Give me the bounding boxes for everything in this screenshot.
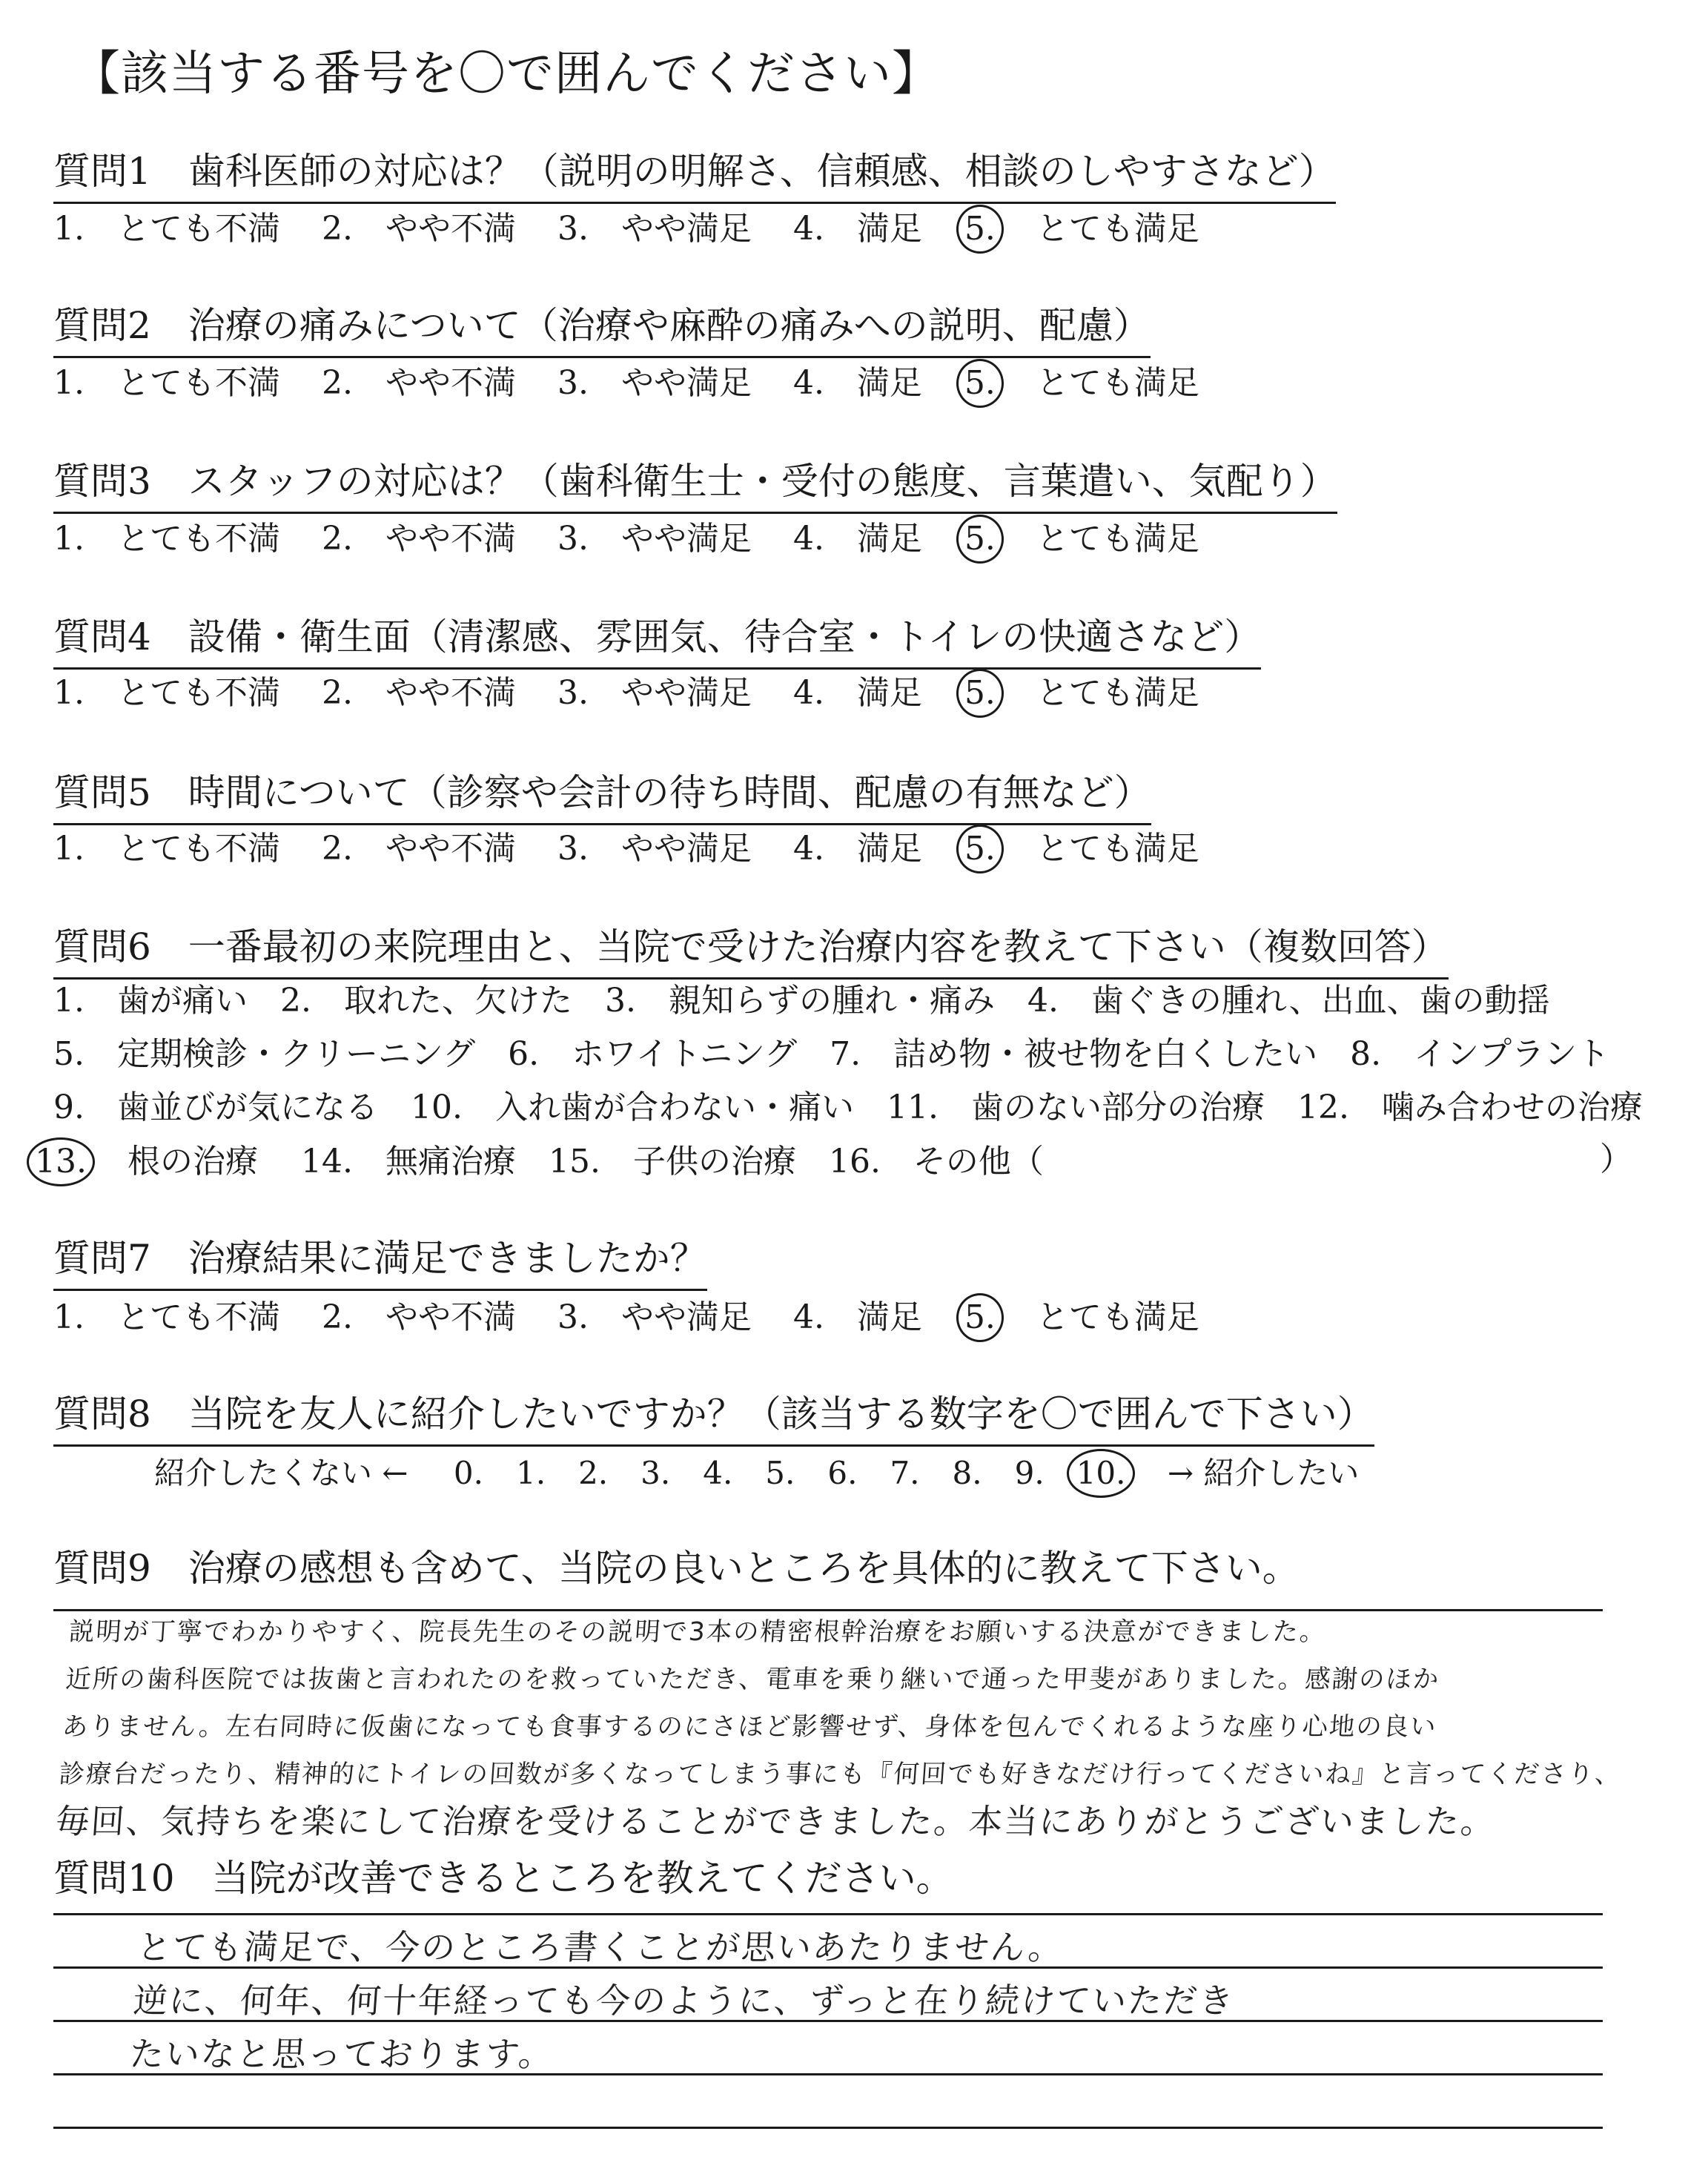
rating-option-2[interactable] [322,361,516,406]
treatment-option[interactable]: 9. 歯並びが気になる [53,1089,378,1126]
rating-option-number: 1. [53,520,85,558]
rating-option-label: とても満足 [1036,830,1199,868]
rating-option-label: とても満足 [1036,210,1199,248]
rating-option-label: やや満足 [620,1298,752,1336]
treatment-option[interactable]: 3. 親知らずの腫れ・痛み [604,982,995,1020]
rating-option-2[interactable] [322,671,516,716]
question-7-title: 質問7 治療結果に満足できましたか？ [53,1232,707,1291]
other-close-paren: ） [1600,1140,1632,1178]
rating-option-3[interactable] [557,207,752,251]
handwritten-line: 診療台だったり、精神的にトイレの回数が多くなってしまう事にも『何回でも好きなだけ行ってくださいね』と言ってくださり、 [58,1760,1623,1789]
rating-option-5[interactable] [964,825,1199,873]
handwritten-line: とても満足で、今のところ書くことが思いあたりません。 [136,1927,1065,1967]
handwritten-line: 近所の歯科医院では抜歯と言われたのを救っていただき、電車を乗り継いで通った甲斐がありました。感謝のほか [64,1665,1441,1694]
treatment-option-13[interactable] [34,1137,258,1186]
question-6-row-4 [34,1137,1076,1186]
treatment-option[interactable]: 2. 取れた、欠けた [279,982,572,1020]
question-2-options [53,359,1241,408]
scale-option[interactable]: 3. [640,1455,671,1491]
rating-option-number: 3. [557,210,589,248]
rating-option-1[interactable] [53,207,280,251]
treatment-option[interactable]: 10. 入れ歯が合わない・痛い [410,1089,854,1126]
handwritten-line: 逆に、何年、何十年経っても今のように、ずっと在り続けていただき [132,1981,1237,2021]
rating-option-5[interactable] [964,515,1199,564]
rating-option-1[interactable] [53,827,280,871]
scale-option[interactable]: 0. [453,1455,483,1491]
rating-option-label: とても満足 [1036,1298,1199,1336]
rating-option-number: 5. [956,359,1004,408]
scale-right-label: → 紹介したい [1167,1455,1360,1491]
question-1-options [53,205,1241,254]
question-5-options [53,825,1241,873]
rating-option-2[interactable] [322,827,516,871]
rating-option-4[interactable] [793,517,922,561]
rating-option-number: 3. [557,830,589,868]
treatment-option[interactable]: 5. 定期検診・クリーニング [53,1035,476,1073]
question-8-title: 質問8 当院を友人に紹介したいですか？（該当する数字を〇で囲んで下さい） [53,1388,1374,1447]
rating-option-4[interactable] [793,671,922,716]
question-9-answer [54,1609,1633,1846]
rating-option-number: 4. [792,364,824,402]
rating-option-3[interactable] [557,1295,752,1340]
rating-option-number: 3. [557,1298,589,1336]
rating-option-number: 4. [792,520,824,558]
rating-option-5[interactable] [964,1293,1199,1342]
rating-option-label: やや不満 [385,210,516,248]
rating-option-number: 1. [53,1298,85,1336]
treatment-option[interactable]: 4. 歯ぐきの腫れ、出血、歯の動揺 [1027,982,1550,1020]
rating-option-label: やや満足 [620,674,752,712]
rating-option-4[interactable] [793,207,922,251]
rating-option-number: 5. [956,515,1004,564]
question-10-title: 質問10 当院が改善できるところを教えてください。 [53,1857,953,1900]
rating-option-number: 2. [321,520,353,558]
rating-option-label: とても不満 [116,210,280,248]
rating-option-3[interactable] [557,517,752,561]
rating-option-label: やや不満 [385,830,516,868]
rating-option-label: やや不満 [385,364,516,402]
question-6-row-3 [53,1086,1675,1130]
rating-option-number: 4. [792,674,824,712]
rating-option-3[interactable] [557,361,752,406]
question-4-title: 質問4 設備・衛生面（清潔感、雰囲気、待合室・トイレの快適さなど） [53,611,1261,670]
rating-option-2[interactable] [322,1295,516,1340]
scale-option[interactable]: 5. [765,1455,795,1491]
rating-option-label: とても不満 [116,1298,280,1336]
treatment-option[interactable]: 11. 歯のない部分の治療 [886,1089,1265,1126]
rating-option-4[interactable] [793,361,922,406]
rating-option-label: 満足 [856,1298,922,1336]
scale-option[interactable]: 1. [515,1455,546,1491]
answer-line [53,2127,1603,2129]
rating-option-1[interactable] [53,1295,280,1340]
rating-option-1[interactable] [53,517,280,561]
rating-option-label: とても不満 [116,830,280,868]
treatment-option[interactable]: 14. 無痛治療 [300,1143,516,1180]
question-6-row-1 [53,979,1583,1023]
question-10-answer [128,1920,1239,2081]
question-2-title: 質問2 治療の痛みについて（治療や麻酔の痛みへの説明、配慮） [53,300,1151,358]
rating-option-label: とても不満 [116,364,280,402]
rating-option-5[interactable] [964,205,1199,254]
rating-option-4[interactable] [793,1295,922,1340]
rating-option-number: 1. [53,830,85,868]
rating-option-number: 3. [557,364,589,402]
rating-option-number: 2. [321,364,353,402]
question-8-scale [154,1449,1359,1498]
rating-option-label: やや不満 [385,1298,516,1336]
scale-option[interactable]: 9. [1014,1455,1045,1491]
handwritten-line: ありません。左右同時に仮歯になっても食事するのにさほど影響せず、身体を包んでくれるような座り心地の良い [61,1712,1438,1742]
handwritten-line: たいなと思っております。 [128,2034,556,2074]
treatment-option-13-label: 根の治療 [127,1143,258,1180]
rating-option-label: やや満足 [620,830,752,868]
rating-option-4[interactable] [793,827,922,871]
rating-option-label: やや満足 [620,210,752,248]
rating-option-label: やや満足 [620,364,752,402]
rating-option-label: やや不満 [385,520,516,558]
rating-option-label: やや不満 [385,674,516,712]
rating-option-number: 3. [557,674,589,712]
rating-option-label: とても不満 [116,674,280,712]
rating-option-number: 2. [321,830,353,868]
scale-option[interactable]: 10. [1067,1449,1136,1498]
rating-option-number: 1. [53,674,85,712]
rating-option-number: 1. [53,210,85,248]
treatment-option-13-number: 13. [27,1137,95,1186]
treatment-option[interactable]: 15. 子供の治療 [548,1143,796,1180]
question-1-title: 質問1 歯科医師の対応は？（説明の明解さ、信頼感、相談のしやすさなど） [53,145,1336,204]
rating-option-number: 2. [321,674,353,712]
rating-option-number: 2. [321,1298,353,1336]
question-6-row-2 [53,1032,1642,1077]
treatment-option[interactable]: 1. 歯が痛い [53,982,248,1020]
rating-option-5[interactable] [964,669,1199,718]
rating-option-label: とても満足 [1036,674,1199,712]
rating-option-label: とても満足 [1036,364,1199,402]
scale-left-label: 紹介したくない ← [154,1455,408,1491]
scale-option[interactable]: 6. [827,1455,858,1491]
question-7-options [53,1293,1241,1342]
question-3-title: 質問3 スタッフの対応は？（歯科衛生士・受付の態度、言葉遣い、気配り） [53,455,1337,514]
treatment-option[interactable]: 8. インプラント [1350,1035,1610,1073]
rating-option-3[interactable] [557,827,752,871]
question-5-title: 質問5 時間について（診察や会計の待ち時間、配慮の有無など） [53,767,1151,825]
rating-option-label: とても満足 [1036,520,1199,558]
scale-option[interactable]: 2. [578,1455,609,1491]
rating-option-5[interactable] [964,359,1199,408]
rating-option-label: 満足 [856,364,922,402]
question-4-options [53,669,1241,718]
rating-option-number: 4. [792,210,824,248]
treatment-option[interactable]: 16. その他（ [828,1143,1044,1180]
rating-option-label: 満足 [856,830,922,868]
treatment-option[interactable]: 6. ホワイトニング [508,1035,798,1073]
rating-option-2[interactable] [322,517,516,561]
treatment-option[interactable]: 12. 噛み合わせの治療 [1297,1089,1643,1126]
rating-option-number: 5. [956,205,1004,254]
handwritten-line: 毎回、気持ちを楽にして治療を受けることができました。本当にありがとうございました。 [54,1802,1497,1841]
treatment-option[interactable]: 7. 詰め物・被せ物を白くしたい [830,1035,1318,1073]
instruction-header: 【該当する番号を〇で囲んでください】 [73,47,940,102]
question-3-options [53,515,1241,564]
rating-option-label: 満足 [856,210,922,248]
question-9-title: 質問9 治療の感想も含めて、当院の良いところを具体的に教えて下さい。 [53,1547,1300,1590]
rating-option-label: やや満足 [620,520,752,558]
rating-option-label: 満足 [856,520,922,558]
rating-option-3[interactable] [557,671,752,716]
rating-option-1[interactable] [53,361,280,406]
rating-option-number: 4. [792,830,824,868]
rating-option-label: 満足 [856,674,922,712]
rating-option-number: 5. [956,825,1004,873]
question-6-title: 質問6 一番最初の来院理由と、当院で受けた治療内容を教えて下さい（複数回答） [53,921,1449,980]
rating-option-number: 3. [557,520,589,558]
rating-option-number: 4. [792,1298,824,1336]
scale-option[interactable]: 4. [703,1455,733,1491]
scale-option[interactable]: 7. [890,1455,920,1491]
rating-option-label: とても不満 [116,520,280,558]
handwritten-line: 説明が丁寧でわかりやすく、院長先生のその説明で3本の精密根幹治療をお願いする決意ができました。 [67,1617,1328,1647]
rating-option-number: 2. [321,210,353,248]
rating-option-1[interactable] [53,671,280,716]
scale-option[interactable]: 8. [952,1455,982,1491]
rating-option-number: 5. [956,1293,1004,1342]
answer-line [53,1913,1603,1915]
rating-option-number: 1. [53,364,85,402]
rating-option-number: 5. [956,669,1004,718]
rating-option-2[interactable] [322,207,516,251]
